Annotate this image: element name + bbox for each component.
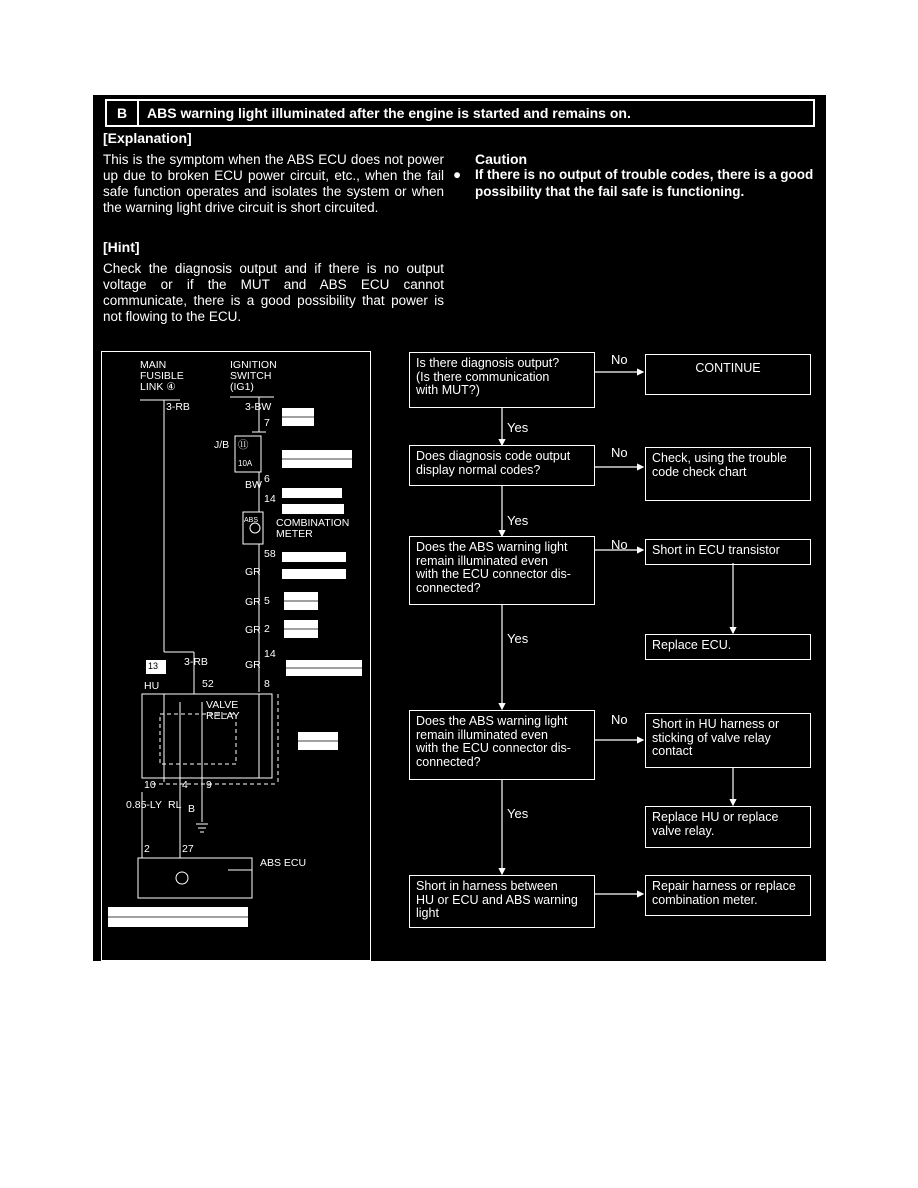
result-4a-text: Short in HU harness or sticking of valve relay contact — [652, 717, 780, 758]
pin-14-b: 14 — [264, 648, 276, 660]
bullet-icon: ● — [453, 167, 462, 182]
result-3a-box — [645, 539, 811, 565]
question-2-text: Does diagnosis code output display normal codes? — [416, 449, 571, 477]
question-1-text: Is there diagnosis output? (Is there communication with MUT?) — [416, 356, 560, 397]
yes-label-3: Yes — [507, 631, 529, 646]
jb-number: ⑪ — [238, 439, 249, 451]
wire-label-3rb-b: 3-RB — [184, 656, 208, 668]
question-1-box — [409, 352, 595, 408]
combination-meter-label: COMBINATION METER — [276, 517, 350, 540]
no-label-2: No — [611, 445, 628, 460]
result-5-text: Short in harness between HU or ECU and ABS warning light — [416, 879, 578, 920]
explanation-heading: [Explanation] — [103, 130, 192, 146]
question-3-box — [409, 536, 595, 605]
section-letter: B — [107, 101, 139, 125]
wire-label-rl: RL — [168, 799, 182, 811]
hint-text: Check the diagnosis output and if there is no output voltage or if the MUT and ABS ECU cannot communicate, there is a good possibility that power is not flowing to the ECU. — [103, 261, 444, 324]
valve-relay-label: VALVE RELAY — [206, 699, 240, 722]
pin-10: 10 — [144, 779, 156, 791]
wire-label-gr-3: GR — [245, 624, 261, 636]
pin-4: 4 — [182, 779, 188, 791]
question-4-text: Does the ABS warning light remain illuminated even with the ECU connector dis- connected? — [416, 714, 571, 769]
pin-27: 27 — [182, 843, 194, 855]
pin-7: 7 — [264, 417, 270, 429]
no-label-3: No — [611, 537, 628, 552]
wire-label-gr-2: GR — [245, 596, 261, 608]
pin-2-a: 2 — [264, 623, 270, 635]
abs-indicator-label: ABS — [244, 517, 259, 524]
result-5-action-box — [645, 875, 811, 916]
caution-heading: Caution — [475, 151, 528, 167]
abs-ecu-label: ABS ECU — [260, 857, 307, 869]
pin-9: 9 — [206, 779, 212, 791]
section-title: ABS warning light illuminated after the engine is started and remains on. — [147, 105, 631, 121]
no-label-1: No — [611, 352, 628, 367]
question-2-box — [409, 445, 595, 486]
result-2-text: Check, using the trouble code check chart — [652, 451, 787, 479]
manual-page-panel — [93, 95, 826, 961]
wire-label-3rb-a: 3-RB — [166, 401, 190, 413]
yes-label-2: Yes — [507, 513, 529, 528]
result-3b-box — [645, 634, 811, 660]
pin-5: 5 — [264, 595, 270, 607]
wire-label-3bw: 3-BW — [245, 401, 272, 413]
wire-label-gr-1: GR — [245, 566, 261, 578]
pin-52: 52 — [202, 678, 214, 690]
result-4b-box — [645, 806, 811, 848]
pin-14-a: 14 — [264, 493, 276, 505]
hu-connector-number: 13 — [148, 661, 159, 671]
pin-2-b: 2 — [144, 843, 150, 855]
wire-label-bw: BW — [245, 479, 262, 491]
hu-label: HU — [144, 680, 160, 692]
result-4b-text: Replace HU or replace valve relay. — [652, 810, 779, 838]
continue-box — [645, 354, 811, 395]
hint-heading: [Hint] — [103, 239, 140, 255]
explanation-text: This is the symptom when the ABS ECU does not power up due to broken ECU power circuit, etc., when the fail safe function operates and isolates the system or when the warning light drive circuit is short circuited. — [103, 152, 444, 215]
pin-6: 6 — [264, 473, 270, 485]
result-4a-box — [645, 713, 811, 768]
wire-label-085ly: 0.85-LY — [126, 799, 162, 811]
result-5-box — [409, 875, 595, 928]
pin-8: 8 — [264, 678, 270, 690]
jb-label: J/B — [214, 439, 230, 451]
result-2-box — [645, 447, 811, 501]
question-4-box — [409, 710, 595, 780]
main-fusible-link-label: MAIN FUSIBLE LINK ④ — [140, 359, 184, 393]
question-3-text: Does the ABS warning light remain illuminated even with the ECU connector dis- connected? — [416, 540, 571, 595]
wire-label-b: B — [188, 803, 196, 815]
continue-text: CONTINUE — [695, 361, 761, 375]
no-label-4: No — [611, 712, 628, 727]
yes-label-4: Yes — [507, 806, 529, 821]
result-3a-text: Short in ECU transistor — [652, 543, 780, 557]
ignition-switch-label: IGNITION SWITCH (IG1) — [230, 359, 277, 393]
wire-label-gr-4: GR — [245, 659, 261, 671]
result-3b-text: Replace ECU. — [652, 638, 732, 652]
pin-58: 58 — [264, 548, 276, 560]
jb-fuse-label: 10A — [238, 459, 253, 468]
result-5-action-text: Repair harness or replace combination meter. — [652, 879, 796, 907]
yes-label-1: Yes — [507, 420, 529, 435]
caution-text: If there is no output of trouble codes, there is a good possibility that the fail safe is functioning. — [475, 167, 814, 199]
